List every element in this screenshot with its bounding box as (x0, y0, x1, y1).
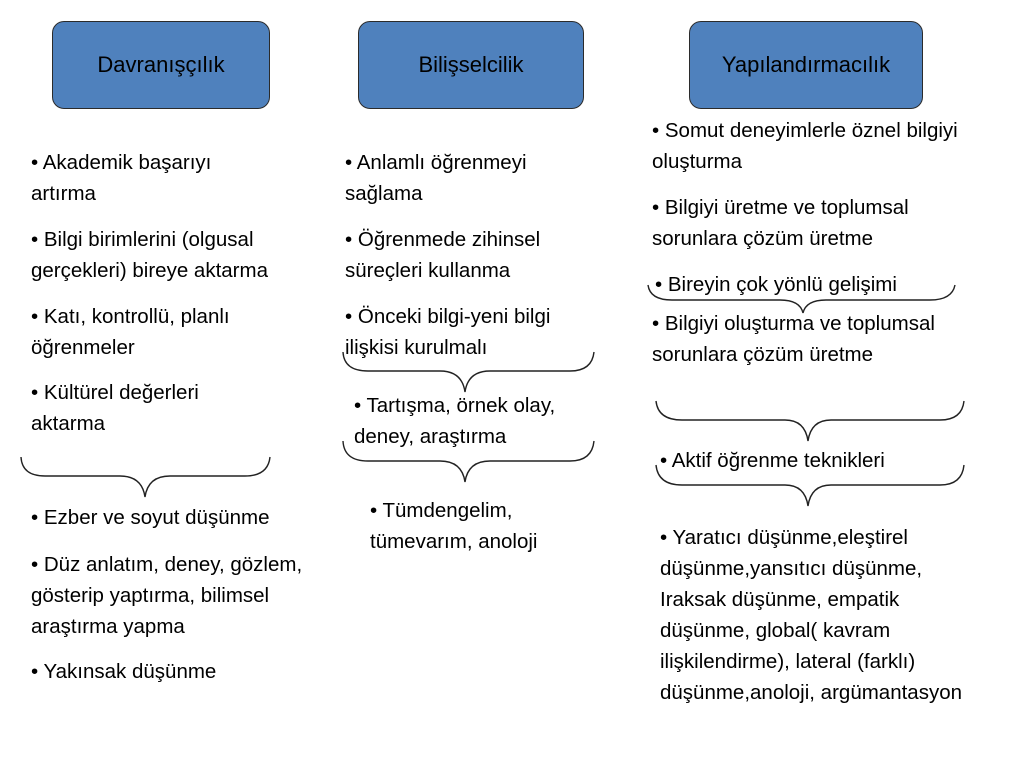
col3-item: • Bilgiyi üretme ve toplumsal sorunlara çözüm üretme (652, 196, 909, 250)
col3-bottom-item: • Yaratıcı düşünme,eleştirel düşünme,yansıtıcı düşünme, Iraksak düşünme, empatik düşünme, global( kavram ilişkilendirme), lateral (farklı) düşünme,anoloji, argümantasyon (660, 526, 962, 704)
col3-item: • Somut deneyimlerle öznel bilgiyi oluşturma (652, 119, 958, 173)
col2-item: • Önceki bilgi-yeni bilgi ilişkisi kurulmalı (345, 305, 551, 359)
col2-item: • Anlamlı öğrenmeyi sağlama (345, 151, 527, 205)
col1-bottom-item: • Düz anlatım, deney, gözlem, gösterip yaptırma, bilimsel araştırma yapma (31, 553, 303, 638)
col3-middle-item: • Aktif öğrenme teknikleri (660, 449, 885, 472)
brace-col1 (21, 457, 270, 497)
col3-item: • Bireyin çok yönlü gelişimi (655, 273, 897, 296)
header-bilisselcilik: Bilişselcilik (358, 21, 584, 109)
header-davranisçilik: Davranışçılık (52, 21, 270, 109)
col2-item: • Öğrenmede zihinsel süreçleri kullanma (345, 228, 541, 282)
col3-item: • Bilgiyi oluşturma ve toplumsal sorunlara çözüm üretme (652, 312, 935, 366)
brace-col3-large (656, 401, 964, 441)
col2-bottom-item: • Tümdengelim, tümevarım, anoloji (370, 499, 538, 553)
col1-item: • Kültürel değerleri aktarma (31, 381, 199, 435)
col1-bottom-item: • Ezber ve soyut düşünme (31, 506, 270, 529)
col1-item: • Bilgi birimlerini (olgusal gerçekleri) bireye aktarma (31, 228, 268, 282)
col1-item: • Katı, kontrollü, planlı öğrenmeler (31, 305, 230, 359)
col1-item: • Akademik başarıyı artırma (31, 151, 212, 205)
header-yapilandirmacilik: Yapılandırmacılık (689, 21, 923, 109)
col2-middle-item: • Tartışma, örnek olay, deney, araştırma (354, 394, 556, 448)
col1-bottom-item: • Yakınsak düşünme (31, 660, 217, 683)
